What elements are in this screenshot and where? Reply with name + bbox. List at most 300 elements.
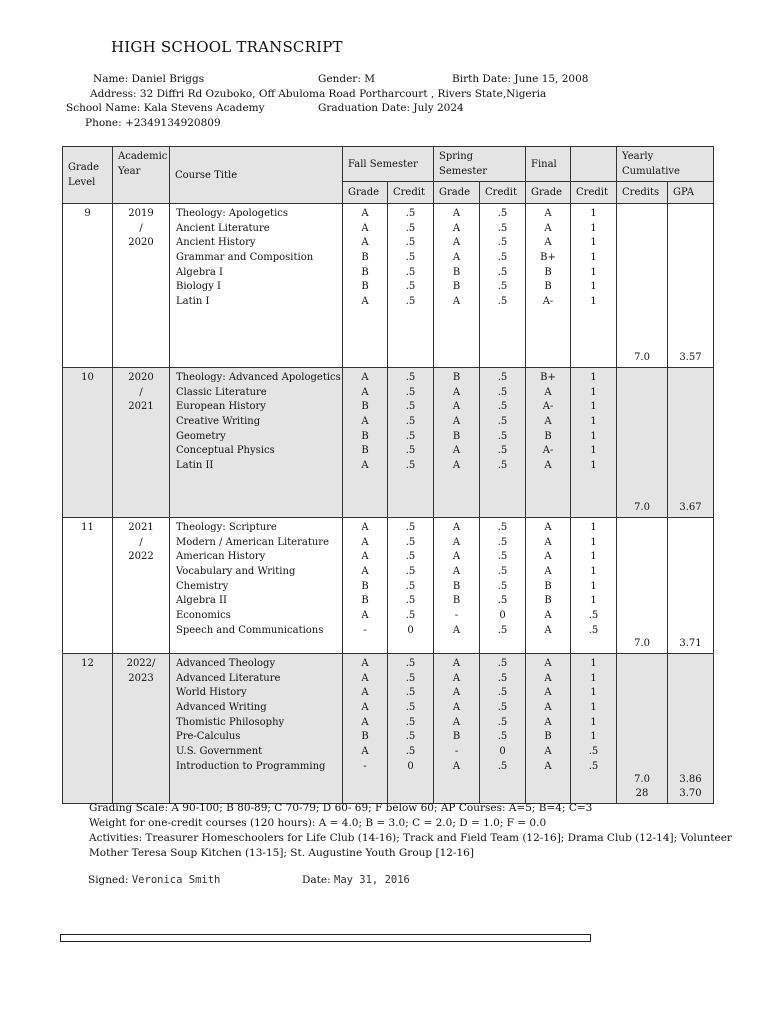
grade-11-row <box>63 518 714 654</box>
spring-credit: .5 <box>497 551 508 563</box>
spring-grade: A <box>452 624 461 636</box>
phone-line <box>85 117 221 129</box>
fall-credit-cell <box>388 368 434 518</box>
graduation-value: July 2024 <box>413 102 464 114</box>
final-grade: B+ <box>540 372 556 383</box>
course-title: Latin I <box>176 296 210 308</box>
spring-credit: .5 <box>497 624 508 636</box>
spring-grade: A <box>452 296 461 308</box>
fall-credit: 0 <box>407 624 414 636</box>
final-grade: A <box>544 536 552 548</box>
spring-credit: 0 <box>499 746 506 758</box>
fall-credit: .5 <box>405 386 416 398</box>
spring-grade: A <box>452 658 461 669</box>
final-grade: A <box>544 687 552 699</box>
final-grade: B <box>544 731 552 743</box>
signature-box <box>60 934 591 942</box>
spring-credit: .5 <box>497 760 508 772</box>
final-credit-cell <box>571 654 617 804</box>
spring-grade: B <box>452 595 461 607</box>
final-grade: A <box>544 386 552 398</box>
final-grade: A <box>544 551 552 563</box>
cumulative-credits: 28 <box>635 788 649 800</box>
spring-grade: B <box>452 731 461 743</box>
final-credit: 1 <box>590 386 597 398</box>
course-title: Advanced Literature <box>176 672 281 684</box>
spring-credit: .5 <box>497 460 508 472</box>
final-credit: .5 <box>588 624 599 636</box>
final-credit-cell <box>571 518 617 654</box>
final-grade: A <box>544 658 552 669</box>
course-title: Advanced Writing <box>176 702 267 714</box>
final-grade: A <box>544 624 552 636</box>
final-grade: A <box>544 416 552 428</box>
course-title: Algebra II <box>176 595 227 607</box>
course-title: Ancient History <box>176 237 256 249</box>
spring-grade: A <box>452 386 461 398</box>
cumulative-credits-cell <box>617 204 668 368</box>
course-title: Conceptual Physics <box>176 445 275 457</box>
course-title: U.S. Government <box>176 746 263 758</box>
cumulative-credits: 7.0 <box>634 502 650 514</box>
fall-grade: A <box>361 522 369 533</box>
cumulative-credits: 7.0 <box>634 773 650 785</box>
final-credit: 1 <box>590 687 597 699</box>
spring-credit: .5 <box>497 296 508 308</box>
spring-grade: B <box>452 281 461 293</box>
final-grade: A <box>544 522 552 533</box>
header-final: Final <box>526 147 571 182</box>
spring-grade: A <box>452 445 461 457</box>
fall-credit: .5 <box>405 460 416 472</box>
final-credit: 1 <box>590 266 597 278</box>
academic-year-line: 2023 <box>128 672 154 684</box>
academic-year-line: / <box>139 386 143 398</box>
fall-grade: B <box>361 252 369 264</box>
school-label: School Name: <box>66 102 141 114</box>
academic-year-line: 2022 <box>128 551 154 563</box>
date-line <box>302 874 410 886</box>
fall-grade: A <box>361 551 369 563</box>
fall-grade: A <box>361 372 369 383</box>
transcript-table <box>62 146 714 804</box>
final-grade-cell <box>526 654 571 804</box>
fall-credit: .5 <box>405 672 416 684</box>
course-title: Speech and Communications <box>176 624 324 636</box>
spring-grade: A <box>452 672 461 684</box>
fall-credit: .5 <box>405 580 416 592</box>
spring-grade: - <box>454 610 459 622</box>
final-credit: .5 <box>588 746 599 758</box>
final-credit: 1 <box>590 416 597 428</box>
fall-credit: .5 <box>405 445 416 457</box>
spring-credit: .5 <box>497 672 508 684</box>
fall-credit-cell <box>388 654 434 804</box>
phone-value: +2349134920809 <box>125 117 221 129</box>
course-title: Economics <box>176 610 231 622</box>
spring-credit: .5 <box>497 536 508 548</box>
grade-9-row <box>63 204 714 368</box>
final-grade: A- <box>542 401 554 413</box>
final-credit: 1 <box>590 252 597 264</box>
course-title: Theology: Scripture <box>176 522 277 533</box>
spring-grade: B <box>452 372 461 383</box>
fall-grade: A <box>361 702 369 714</box>
spring-credit: .5 <box>497 430 508 442</box>
spring-grade: A <box>452 702 461 714</box>
final-grade: A <box>544 222 552 234</box>
signed-label: Signed: <box>88 874 129 886</box>
course-title: European History <box>176 401 266 413</box>
cumulative-credits: 7.0 <box>634 638 650 650</box>
cumulative-gpa-cell <box>668 654 714 804</box>
fall-grade: B <box>361 595 369 607</box>
cumulative-gpa: 3.67 <box>679 502 702 514</box>
final-grade: A <box>544 237 552 249</box>
fall-credit: .5 <box>405 536 416 548</box>
spring-grade: A <box>452 401 461 413</box>
fall-credit: .5 <box>405 266 416 278</box>
final-grade: A <box>544 566 552 578</box>
school-line <box>66 102 265 114</box>
spring-credit: .5 <box>497 702 508 714</box>
address-label: Address: <box>90 88 137 100</box>
academic-year-line: / <box>139 222 143 234</box>
header-grade-level: Grade Level <box>63 147 113 204</box>
cumulative-gpa: 3.71 <box>679 638 702 650</box>
signer-name: Veronica Smith <box>131 874 221 886</box>
fall-credit: .5 <box>405 252 416 264</box>
spring-grade-cell <box>434 204 480 368</box>
fall-credit: .5 <box>405 522 416 533</box>
fall-credit: .5 <box>405 237 416 249</box>
course-title: Advanced Theology <box>176 658 276 669</box>
grade-10-row <box>63 368 714 518</box>
date-label: Date: <box>302 874 331 886</box>
spring-credit: .5 <box>497 731 508 743</box>
spring-credit: .5 <box>497 281 508 293</box>
final-grade: B+ <box>540 252 556 264</box>
spring-credit: .5 <box>497 416 508 428</box>
course-title: American History <box>176 551 266 563</box>
final-credit: 1 <box>590 208 597 219</box>
birth-date-label: Birth Date: <box>452 73 512 85</box>
spring-credit: .5 <box>497 566 508 578</box>
final-grade: B <box>544 595 552 607</box>
academic-year-cell <box>113 654 170 804</box>
spring-credit-cell <box>480 368 526 518</box>
fall-grade: B <box>361 266 369 278</box>
spring-credit: .5 <box>497 237 508 249</box>
spring-credit: .5 <box>497 252 508 264</box>
name-label: Name: <box>93 73 129 85</box>
spring-grade: A <box>452 252 461 264</box>
final-grade: A <box>544 702 552 714</box>
final-grade: B <box>544 430 552 442</box>
fall-grade: A <box>361 208 369 219</box>
header-fall-credit: Credit <box>388 182 434 204</box>
spring-grade: A <box>452 237 461 249</box>
final-grade: B <box>544 266 552 278</box>
spring-credit: .5 <box>497 522 508 533</box>
fall-credit: .5 <box>405 702 416 714</box>
activities-note-continued: Mother Teresa Soup Kitchen (13-15]; St. Augustine Youth Group [12-16] <box>89 847 474 859</box>
fall-credit: .5 <box>405 222 416 234</box>
spring-grade: A <box>452 716 461 728</box>
final-credit: 1 <box>590 551 597 563</box>
header-cumulative-credits: Credits <box>617 182 668 204</box>
fall-credit: .5 <box>405 610 416 622</box>
fall-credit: .5 <box>405 746 416 758</box>
fall-grade: A <box>361 566 369 578</box>
final-grade: A <box>544 716 552 728</box>
fall-credit: .5 <box>405 658 416 669</box>
weight-note: Weight for one-credit courses (120 hours): A = 4.0; B = 3.0; C = 2.0; D = 1.0; F = 0.0 <box>89 817 547 829</box>
fall-credit: .5 <box>405 595 416 607</box>
final-grade-cell <box>526 204 571 368</box>
spring-credit: .5 <box>497 445 508 457</box>
final-credit: 1 <box>590 522 597 533</box>
final-grade-cell <box>526 518 571 654</box>
spring-credit: .5 <box>497 386 508 398</box>
final-credit: 1 <box>590 672 597 684</box>
spring-credit: .5 <box>497 716 508 728</box>
fall-grade: B <box>361 401 369 413</box>
final-credit: 1 <box>590 445 597 457</box>
course-title: Algebra I <box>176 266 224 278</box>
fall-credit: .5 <box>405 687 416 699</box>
fall-grade: A <box>361 460 369 472</box>
final-credit-cell <box>571 368 617 518</box>
final-grade: A- <box>542 445 554 457</box>
spring-grade: A <box>452 460 461 472</box>
course-title: Theology: Apologetics <box>176 208 288 219</box>
course-title: Vocabulary and Writing <box>176 566 296 578</box>
cumulative-gpa: 3.70 <box>679 788 702 800</box>
fall-grade: B <box>361 731 369 743</box>
final-credit: 1 <box>590 731 597 743</box>
fall-credit: .5 <box>405 296 416 308</box>
spring-grade: A <box>452 687 461 699</box>
fall-credit: .5 <box>405 416 416 428</box>
header-spring-grade: Grade <box>434 182 480 204</box>
spring-grade: A <box>452 760 461 772</box>
fall-grade: B <box>361 445 369 457</box>
fall-grade: A <box>361 222 369 234</box>
grade-level-cell: 12 <box>63 654 113 804</box>
final-credit: 1 <box>590 281 597 293</box>
final-credit: 1 <box>590 296 597 308</box>
graduation-line <box>318 102 464 114</box>
academic-year-cell <box>113 204 170 368</box>
fall-credit: .5 <box>405 281 416 293</box>
fall-grade: A <box>361 296 369 308</box>
academic-year-cell <box>113 518 170 654</box>
fall-grade: B <box>361 430 369 442</box>
birth-date-value: June 15, 2008 <box>514 73 589 85</box>
fall-grade: B <box>361 281 369 293</box>
student-name: Daniel Briggs <box>131 73 205 85</box>
spring-credit-cell <box>480 518 526 654</box>
course-title: Thomistic Philosophy <box>176 716 285 728</box>
spring-credit: .5 <box>497 208 508 219</box>
spring-grade: A <box>452 416 461 428</box>
gender-line <box>318 73 375 85</box>
spring-credit: .5 <box>497 580 508 592</box>
final-credit: 1 <box>590 716 597 728</box>
spring-grade: B <box>452 266 461 278</box>
fall-grade: A <box>361 687 369 699</box>
final-credit: 1 <box>590 658 597 669</box>
spring-grade: A <box>452 536 461 548</box>
signature-line <box>88 874 220 886</box>
spring-credit: .5 <box>497 687 508 699</box>
final-credit: 1 <box>590 401 597 413</box>
fall-grade-cell <box>343 368 388 518</box>
graduation-label: Graduation Date: <box>318 102 411 114</box>
spring-grade: A <box>452 222 461 234</box>
spring-grade: B <box>452 430 461 442</box>
course-title: Pre-Calculus <box>176 731 241 743</box>
fall-credit: .5 <box>405 401 416 413</box>
fall-grade-cell <box>343 204 388 368</box>
header-final-blank <box>571 147 617 182</box>
final-credit: 1 <box>590 237 597 249</box>
notes-block <box>89 801 732 861</box>
fall-credit: .5 <box>405 551 416 563</box>
academic-year-line: 2021 <box>128 401 154 413</box>
gender-value: M <box>364 73 375 85</box>
grade-12-row <box>63 654 714 804</box>
fall-credit: .5 <box>405 566 416 578</box>
header-fall-grade: Grade <box>343 182 388 204</box>
spring-credit: .5 <box>497 401 508 413</box>
spring-credit: .5 <box>497 595 508 607</box>
course-title: Classic Literature <box>176 386 267 398</box>
final-credit-cell <box>571 204 617 368</box>
spring-grade: A <box>452 208 461 219</box>
fall-grade-cell <box>343 518 388 654</box>
fall-grade: A <box>361 746 369 758</box>
course-title: Biology I <box>176 281 221 293</box>
grade-level-cell: 9 <box>63 204 113 368</box>
final-credit: 1 <box>590 430 597 442</box>
final-credit: 1 <box>590 566 597 578</box>
academic-year-line: 2021 <box>128 522 154 533</box>
final-grade: A <box>544 460 552 472</box>
grade-level-cell: 11 <box>63 518 113 654</box>
fall-credit: .5 <box>405 430 416 442</box>
final-credit: 1 <box>590 702 597 714</box>
academic-year-line: / <box>139 536 143 548</box>
academic-year-line: 2019 <box>128 208 154 219</box>
grade-level-cell: 10 <box>63 368 113 518</box>
course-title: Creative Writing <box>176 416 261 428</box>
header-course-title: Course Title <box>170 147 343 204</box>
header-yearly-cumulative: Yearly Cumulative <box>617 147 714 182</box>
course-title: Grammar and Composition <box>176 252 314 264</box>
fall-grade: - <box>363 624 367 636</box>
course-list-cell <box>170 518 343 654</box>
final-credit: 1 <box>590 536 597 548</box>
academic-year-line: 2020 <box>128 372 154 383</box>
spring-credit: .5 <box>497 658 508 669</box>
academic-year-cell <box>113 368 170 518</box>
cumulative-credits: 7.0 <box>634 352 650 364</box>
cumulative-gpa: 3.57 <box>679 352 702 364</box>
fall-credit: .5 <box>405 372 416 383</box>
fall-grade-cell <box>343 654 388 804</box>
spring-grade: A <box>452 551 461 563</box>
academic-year-line: 2020 <box>128 237 154 249</box>
final-credit: .5 <box>588 760 599 772</box>
fall-grade: - <box>363 760 367 772</box>
fall-credit: .5 <box>405 208 416 219</box>
spring-grade-cell <box>434 654 480 804</box>
school-value: Kala Stevens Academy <box>143 102 265 114</box>
final-grade: B <box>544 580 552 592</box>
final-credit: 1 <box>590 460 597 472</box>
final-credit: 1 <box>590 222 597 234</box>
course-title: Geometry <box>176 430 226 442</box>
spring-grade-cell <box>434 368 480 518</box>
spring-credit: .5 <box>497 222 508 234</box>
fall-credit: .5 <box>405 716 416 728</box>
final-grade: A <box>544 760 552 772</box>
cumulative-gpa: 3.86 <box>679 773 702 785</box>
course-title: Theology: Advanced Apologetics <box>176 372 341 383</box>
fall-grade: A <box>361 658 369 669</box>
fall-credit-cell <box>388 204 434 368</box>
fall-credit-cell <box>388 518 434 654</box>
course-title: Introduction to Programming <box>176 760 326 772</box>
cumulative-gpa-cell <box>668 368 714 518</box>
final-grade: A <box>544 746 552 758</box>
final-grade: A- <box>542 296 554 308</box>
cumulative-credits-cell <box>617 518 668 654</box>
header-gpa: GPA <box>668 182 714 204</box>
fall-grade: A <box>361 610 369 622</box>
header-final-grade: Grade <box>526 182 571 204</box>
final-credit: 1 <box>590 595 597 607</box>
spring-grade: - <box>454 746 459 758</box>
spring-grade: A <box>452 522 461 533</box>
spring-grade: A <box>452 566 461 578</box>
spring-credit: .5 <box>497 372 508 383</box>
academic-year-line: 2022/ <box>126 658 156 669</box>
fall-grade: A <box>361 416 369 428</box>
address-value: 32 Diffri Rd Ozuboko, Off Abuloma Road Portharcourt , Rivers State,Nigeria <box>139 88 547 100</box>
final-grade: A <box>544 610 552 622</box>
final-grade: A <box>544 208 552 219</box>
course-title: Ancient Literature <box>176 222 270 234</box>
final-grade: B <box>544 281 552 293</box>
cumulative-credits-cell <box>617 654 668 804</box>
course-title: World History <box>176 687 247 699</box>
course-list-cell <box>170 204 343 368</box>
final-grade: A <box>544 672 552 684</box>
fall-grade: B <box>361 580 369 592</box>
fall-grade: A <box>361 237 369 249</box>
fall-credit: .5 <box>405 731 416 743</box>
transcript-body <box>63 204 714 804</box>
spring-credit: 0 <box>499 610 506 622</box>
header-academic-year: Academic Year <box>113 147 170 204</box>
final-credit: .5 <box>588 610 599 622</box>
final-grade-cell <box>526 368 571 518</box>
header-spring-credit: Credit <box>480 182 526 204</box>
fall-credit: 0 <box>407 760 414 772</box>
